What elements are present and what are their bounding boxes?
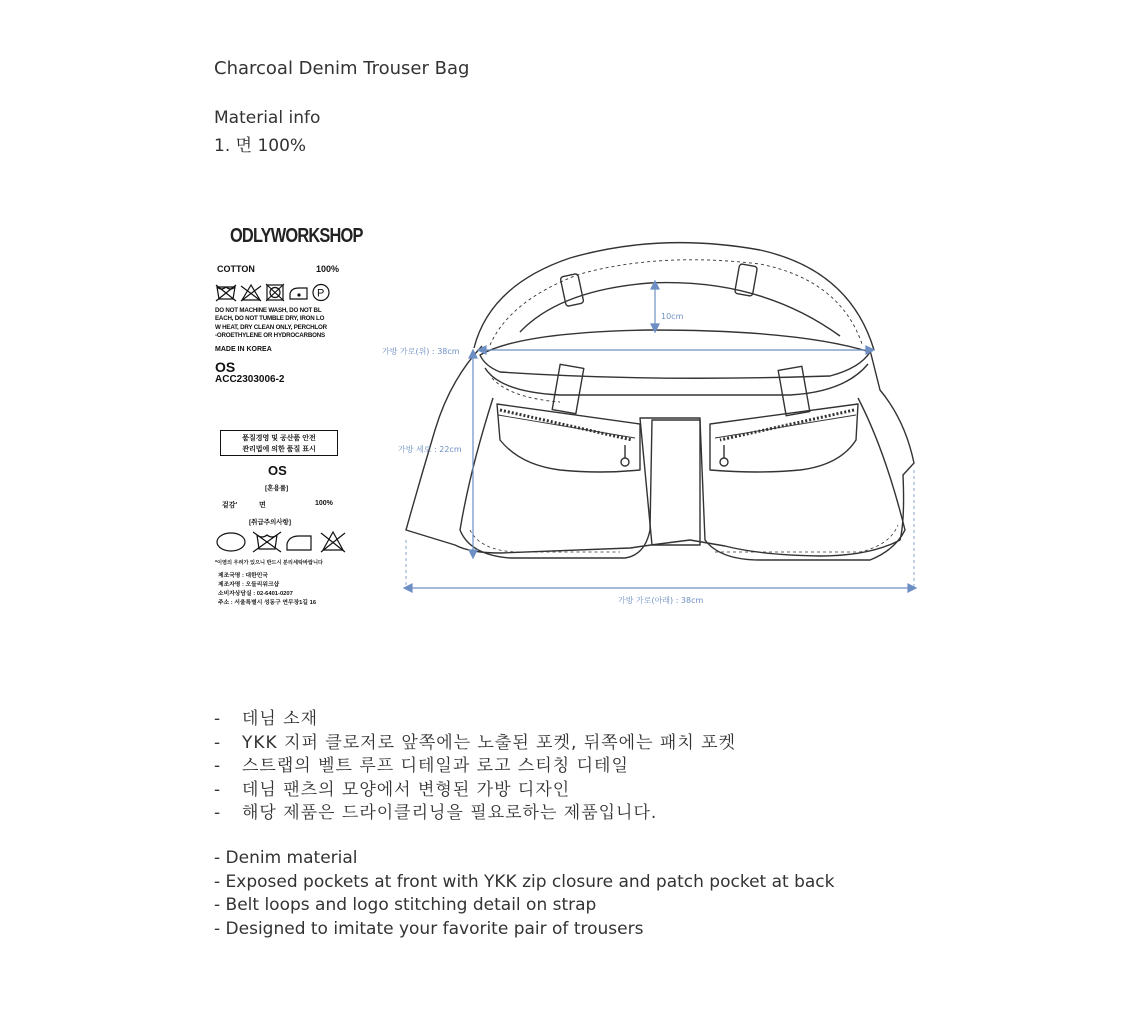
list-item: - 데님 팬츠의 모양에서 변형된 가방 디자인 [214, 779, 571, 800]
product-code: ACC2303006-2 [215, 374, 285, 385]
size-label: OS [215, 359, 236, 375]
top-width-dimension: 가방 가로(위) : 38cm [382, 347, 460, 356]
caution-label: [취급주의사항] [249, 519, 292, 526]
height-dimension: 가방 세로 : 22cm [398, 445, 462, 454]
quality-box: 품질경영 및 공산품 안전 관리법에 의한 품질 표시 [220, 430, 338, 456]
made-in: MADE IN KOREA [215, 346, 272, 353]
kr-size-label: OS [268, 463, 287, 478]
korean-feature-list [214, 708, 736, 826]
list-item: - Denim material [214, 848, 358, 868]
fabric-percent: 100% [316, 264, 340, 274]
maker-info: 제조국명 : 대한민국 제조자명 : 오들리워크샵 소비자상담실 : 02-6401-0207 주소 : 서울특별시 성동구 연무장1길 16 [218, 573, 317, 606]
material-item: 1. 면 100% [214, 136, 307, 156]
list-item: - Exposed pockets at front with YKK zip closure and patch pocket at back [214, 871, 835, 892]
outer-fabric: 면 [259, 502, 266, 509]
list-item: - Designed to imitate your favorite pair of trousers [214, 918, 644, 939]
product-title: Charcoal Denim Trouser Bag [214, 58, 470, 79]
bottom-width-dimension: 가방 가로(아래) : 38cm [618, 596, 704, 605]
outer-percent: 100% [315, 500, 333, 507]
list-item: - 해당 제품은 드라이클리닝을 필요로하는 제품입니다. [214, 803, 658, 823]
list-item: - 데님 소재 [214, 709, 319, 729]
outer-label: 겉감' [222, 502, 238, 509]
list-item: - YKK 지퍼 클로저로 앞쪽에는 노출된 포켓, 뒤쪽에는 패치 포켓 [214, 732, 737, 753]
list-item: - Belt loops and logo stitching detail on strap [214, 895, 597, 915]
mixed-ratio-label: [혼용률] [265, 485, 289, 492]
svg-text:P: P [317, 287, 325, 300]
fabric-name: COTTON [217, 264, 255, 274]
list-item: - 스트랩의 벨트 루프 디테일과 로고 스티칭 디테일 [214, 756, 629, 776]
color-bleed-note: *이염의 우려가 있으니 반드시 분리세탁바랍니다 [215, 560, 324, 566]
brand-logo: ODLYWORKSHOP [230, 225, 363, 247]
depth-dimension: 10cm [661, 312, 684, 321]
care-warning: DO NOT MACHINE WASH, DO NOT BL EACH, DO NOT TUMBLE DRY, IRON LO W HEAT, DRY CLEAN ONLY, PERCHLOR -OROETHYLENE OR HYDROCARBONS [215, 307, 327, 340]
english-feature-list [214, 847, 835, 941]
material-heading: Material info [214, 108, 321, 128]
